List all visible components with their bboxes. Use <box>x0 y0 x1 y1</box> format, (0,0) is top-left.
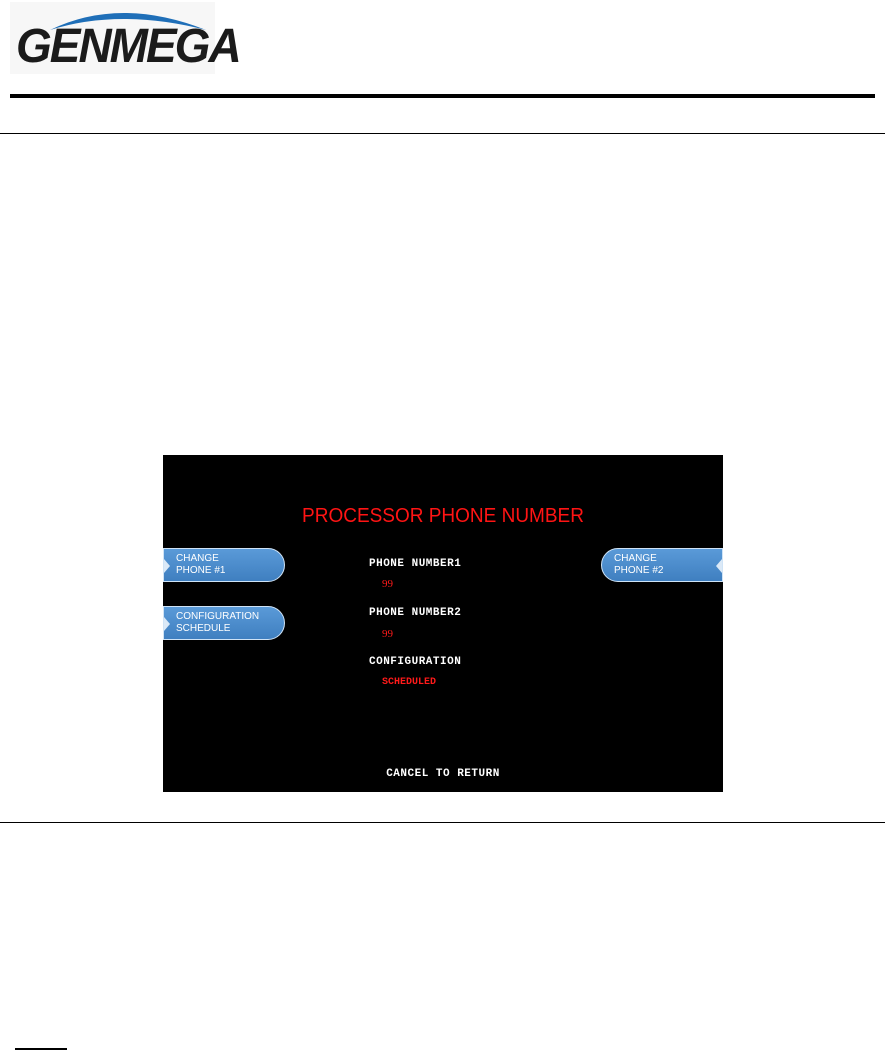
change-phone-2-button[interactable] <box>601 548 723 582</box>
divider-bottom <box>0 822 885 823</box>
softkey-tab-icon <box>164 559 170 573</box>
phone-number1-value: 99 <box>382 578 393 590</box>
phone-number2-value: 99 <box>382 628 393 640</box>
softkey-tab-icon <box>164 617 170 631</box>
phone-number2-label: PHONE NUMBER2 <box>369 607 462 619</box>
configuration-label: CONFIGURATION <box>369 656 462 668</box>
phone-number1-label: PHONE NUMBER1 <box>369 558 462 570</box>
genmega-logo <box>10 2 240 74</box>
cancel-to-return-hint: CANCEL TO RETURN <box>386 768 500 780</box>
header-rule <box>10 94 875 98</box>
configuration-value: SCHEDULED <box>382 677 437 688</box>
change-phone-1-button[interactable] <box>163 548 285 582</box>
button-label-line2: SCHEDULE <box>176 623 231 634</box>
screen-title: PROCESSOR PHONE NUMBER <box>302 505 584 527</box>
divider-top <box>0 133 885 134</box>
button-label-line2: PHONE #2 <box>614 565 664 576</box>
button-label-line1: CHANGE <box>176 553 219 564</box>
logo-wordmark: GENMEGA <box>16 17 240 73</box>
footer-underline <box>15 1048 67 1050</box>
button-label-line1: CHANGE <box>614 553 657 564</box>
button-label-line1: CONFIGURATION <box>176 611 260 622</box>
button-label-line2: PHONE #1 <box>176 565 226 576</box>
configuration-schedule-button[interactable] <box>163 606 285 640</box>
softkey-tab-icon <box>716 559 722 573</box>
atm-screen <box>163 455 723 792</box>
